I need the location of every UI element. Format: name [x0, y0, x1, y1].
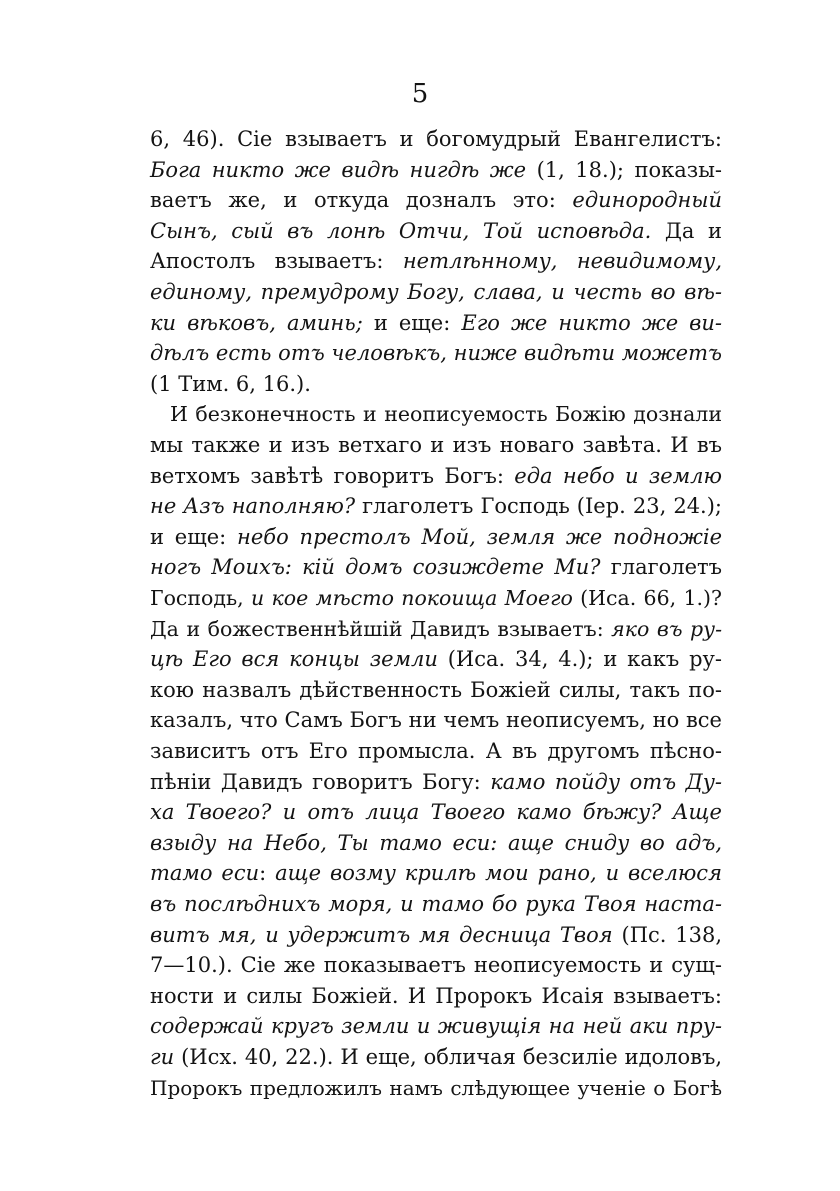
text-line — [150, 920, 722, 950]
text-line — [150, 614, 722, 644]
text-line — [150, 1042, 722, 1072]
text-segment: Пророкъ предложилъ намъ слѣдующее ученіе о Богѣ — [150, 1076, 722, 1100]
italic-quote: не Азъ наполняю? — [150, 494, 356, 518]
italic-quote: яко въ ру- — [611, 617, 722, 641]
text-segment: Апостолъ взываетъ: — [150, 249, 403, 273]
text-segment: глаголетъ — [600, 555, 722, 579]
italic-quote: нетлѣнному, невидимому, — [402, 249, 722, 273]
text-line — [150, 981, 722, 1011]
text-line — [150, 216, 722, 246]
text-segment: Да и божественнѣйшій Давидъ взываетъ: — [150, 617, 612, 641]
text-line — [150, 124, 722, 154]
text-segment: : — [259, 861, 276, 885]
italic-quote: витъ мя, и удержитъ мя десница Твоя — [150, 923, 613, 947]
text-line — [150, 430, 722, 460]
text-line — [150, 858, 722, 888]
italic-quote: взыду на Небо, Ты тамо еси: аще сниду во адъ, — [150, 831, 722, 855]
text-line — [150, 246, 722, 276]
text-line — [150, 736, 722, 766]
italic-quote: единородный — [572, 188, 722, 212]
text-line — [150, 522, 722, 552]
italic-quote: еда небо и землю — [514, 464, 722, 488]
text-segment: Господь, — [150, 586, 252, 610]
text-line — [150, 399, 722, 429]
italic-quote: небо престолъ Мой, земля же подножіе — [237, 525, 722, 549]
text-segment: (Исх. 40, 22.). И еще, обличая безсиліе идоловъ, — [174, 1045, 722, 1069]
text-line — [150, 338, 722, 368]
italic-quote: тамо еси — [150, 861, 260, 885]
text-line — [150, 828, 722, 858]
italic-quote: Сынъ, сый въ лонѣ Отчи, Той исповѣда. — [150, 219, 652, 243]
italic-quote: камо пойду отъ Ду- — [490, 770, 722, 794]
text-segment: 6, 46). Сіе взываетъ и богомудрый Евангелистъ: — [150, 127, 722, 151]
text-segment: казалъ, что Самъ Богъ ни чемъ неописуемъ, но все — [150, 708, 722, 732]
text-line — [150, 797, 722, 827]
text-segment: 7—10.). Сіе же показываетъ неописуемость и сущ- — [150, 953, 722, 977]
italic-quote: ги — [150, 1045, 175, 1069]
text-segment: ветхомъ завѣтѣ говоритъ Богъ: — [150, 464, 515, 488]
text-line — [150, 644, 722, 674]
italic-quote: въ послѣднихъ моря, и тамо бо рука Твоя наста- — [150, 892, 722, 916]
page-number: 5 — [411, 79, 429, 109]
italic-quote: единому, премудрому Богу, слава, и честь во вѣ- — [150, 280, 722, 304]
italic-quote: Бога никто же видѣ нигдѣ же — [150, 158, 527, 182]
italic-quote: цѣ Его вся концы земли — [150, 647, 438, 671]
text-line — [150, 889, 722, 919]
text-segment: и еще: — [150, 525, 238, 549]
text-segment: кою назвалъ дѣйственность Божіей силы, такъ по- — [150, 678, 722, 702]
italic-quote: аще возму крилѣ мои рано, и вселюся — [275, 861, 722, 885]
text-segment: (1, 18.); показы- — [526, 158, 722, 182]
text-segment: глаголетъ Господь (Іер. 23, 24.); — [355, 494, 722, 518]
italic-quote: содержай кругъ земли и живущія на ней аки пру- — [150, 1014, 722, 1038]
text-line — [150, 583, 722, 613]
text-line — [150, 155, 722, 185]
text-segment: (1 Тим. 6, 16.). — [150, 372, 311, 396]
text-segment: и еще: — [362, 311, 462, 335]
text-line — [150, 461, 722, 491]
italic-quote: ки вѣковъ, аминь; — [150, 311, 363, 335]
text-segment: пѣніи Давидъ говоритъ Богу: — [150, 770, 491, 794]
text-line — [150, 491, 722, 521]
text-segment: И безконечность и неописуемость Божію дознали — [170, 402, 722, 426]
text-line — [150, 185, 722, 215]
text-segment: зависитъ отъ Его промысла. А въ другомъ пѣсно- — [150, 739, 722, 763]
text-line — [150, 552, 722, 582]
text-line — [150, 767, 722, 797]
text-segment: Да и — [651, 219, 722, 243]
text-segment: (Иса. 66, 1.)? — [572, 586, 723, 610]
italic-quote: ногъ Моихъ: кій домъ созиждете Ми? — [150, 555, 601, 579]
text-segment: ности и силы Божіей. И Пророкъ Исаія взываетъ: — [150, 984, 722, 1008]
text-segment: (Иса. 34, 4.); и какъ ру- — [437, 647, 722, 671]
text-segment: ваетъ же, и откуда дозналъ это: — [150, 188, 573, 212]
text-line — [150, 277, 722, 307]
text-line — [150, 369, 722, 399]
italic-quote: и кое мѣсто покоища Моего — [251, 586, 573, 610]
text-line — [150, 950, 722, 980]
italic-quote: ха Твоего? и отъ лица Твоего камо бѣжу? Аще — [150, 800, 722, 824]
text-line — [150, 675, 722, 705]
text-line — [150, 1011, 722, 1041]
italic-quote: дѣлъ есть отъ человѣкъ, ниже видѣти можетъ — [150, 341, 722, 365]
italic-quote: Его же никто же ви- — [461, 311, 722, 335]
text-line — [150, 308, 722, 338]
text-line — [150, 705, 722, 735]
text-line — [150, 1073, 722, 1103]
text-segment: (Пс. 138, — [612, 923, 723, 947]
text-segment: мы также и изъ ветхаго и изъ новаго завѣта. И въ — [150, 433, 722, 457]
